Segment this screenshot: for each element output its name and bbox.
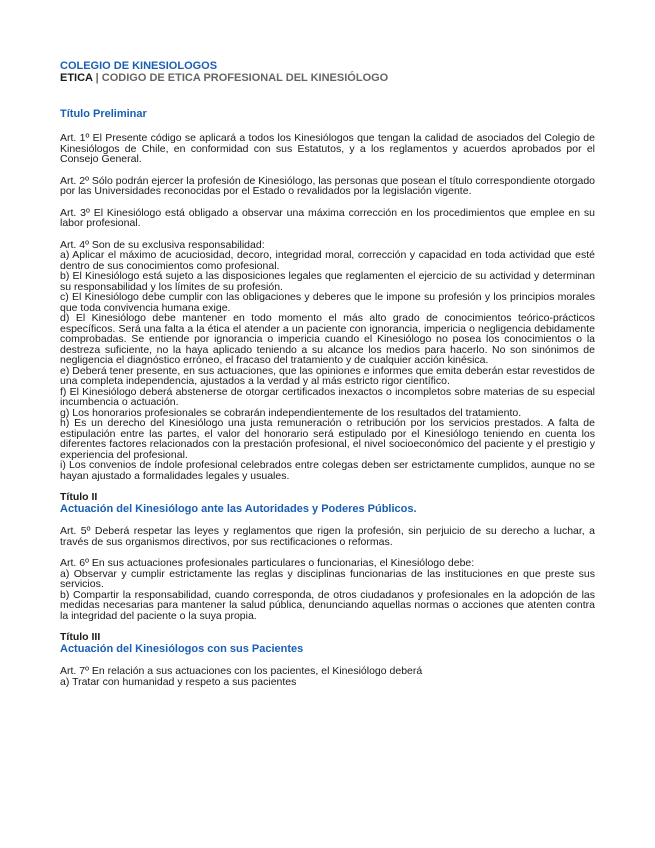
article-4-item: c) El Kinesiólogo debe cumplir con las obligaciones y deberes que le impone su profesión y los principios morales que toda convivencia humana exige. (60, 291, 595, 314)
document-page (60, 60, 595, 687)
article-7-intro: Art. 7º En relación a sus actuaciones con los pacientes, el Kinesiólogo deberá (60, 665, 423, 677)
section-title-preliminar: Título Preliminar (60, 108, 147, 120)
code-title: CODIGO DE ETICA PROFESIONAL DEL KINESIÓLOGO (101, 72, 389, 84)
article-4-item: g) Los honorarios profesionales se cobrarán independientemente de los resultados del tratamiento. (60, 406, 522, 419)
article-6-item: a) Observar y cumplir estrictamente las reglas y disciplinas funcionarias de las instituciones en que preste sus servicios. (60, 567, 595, 590)
org-title: COLEGIO DE KINESIOLOGOS (60, 60, 218, 72)
article-6-item: b) Compartir la responsabilidad, cuando corresponda, de otros ciudadanos y profesionales en la adopción de las medidas necesarias para mantener la salud pública, denunciando aquellas normas o acciones que atenten contra la integridad del paciente o la suya propia. (60, 588, 595, 622)
article-4-item: e) Deberá tener presente, en sus actuaciones, que las opiniones e informes que emita deberán estar revestidos de una completa independencia, ajustados a la verdad y al más estricto rigor científico. (60, 364, 595, 387)
section-title-3: Actuación del Kinesiólogos con sus Pacientes (60, 643, 304, 655)
article-3: Art. 3º El Kinesiólogo está obligado a observar una máxima corrección en los procedimientos que emplee en su labor profesional. (60, 206, 595, 229)
section-title-2: Actuación del Kinesiólogo ante las Autoridades y Poderes Públicos. (60, 503, 417, 515)
article-4-item: a) Aplicar el máximo de acuciosidad, decoro, integridad moral, corrección y capacidad en toda actividad que esté dentro de sus conocimientos como profesional. (60, 249, 595, 272)
section-number-3: Título III (60, 631, 101, 643)
doc-subtitle (60, 72, 595, 84)
separator: | (95, 72, 99, 84)
section-number-2: Título II (60, 491, 98, 503)
article-4-item: f) El Kinesiólogo deberá abstenerse de otorgar certificados inexactos o incompletos sobre materias de su especial incumbencia o actuación. (60, 385, 595, 408)
article-5: Art. 5º Deberá respetar las leyes y reglamentos que rigen la profesión, sin perjuicio de su derecho a luchar, a través de sus organismos directivos, por sus rectificaciones o reformas. (60, 525, 595, 548)
article-4-item: i) Los convenios de índole profesional celebrados entre colegas deben ser estrictamente cumplidos, aunque no se hayan ajustado a formalidades legales y usuales. (60, 459, 595, 482)
article-1: Art. 1º El Presente código se aplicará a todos los Kinesiólogos que tengan la calidad de asociados del Colegio de Kinesiólogos de Chile, en conformidad con sus Estatutos, y a los reglamentos y acuerdos aprobados por el Consejo General. (60, 132, 595, 165)
article-2: Art. 2º Sólo podrán ejercer la profesión de Kinesiólogo, las personas que posean el título correspondiente otorgado por las Universidades reconocidas por el Estado o revalidados por la legislación vigente. (60, 174, 596, 197)
article-7-item: a) Tratar con humanidad y respeto a sus pacientes (60, 675, 297, 688)
article-4-item: d) El Kinesiólogo debe mantener en todo momento el más alto grado de conocimientos teórico-prácticos específicos. Será una falta a la ética el atender a un paciente con ignorancia, impericia o negligencia debidamente comprobadas. Se entiende por ignorancia o impericia cuando el Kinesiólogo no posea los conocimientos o la destreza suficiente, no la haya aplicado teniendo a su alcance los medios para hacerlo. No son sinónimos de negligencia el diagnóstico erróneo, el fracaso del tratamiento y de cualquier acción kinésica. (60, 312, 595, 366)
article-4-intro: Art. 4º Son de su exclusiva responsabilidad: (60, 238, 265, 251)
article-4-item: b) El Kinesiólogo está sujeto a las disposiciones legales que reglamenten el ejercicio de su actividad y determinan su responsabilidad y los límites de su profesión. (60, 270, 595, 293)
article-4-item: h) Es un derecho del Kinesiólogo una justa remuneración o retribución por los servicios prestados. A falta de estipulación entre las partes, el valor del honorario será estipulado por el Kinesiólogo teniendo en cuenta los diferentes factores relacionados con la prestación profesional, el nivel socioeconómico del paciente y el prestigio y experiencia del profesional. (60, 417, 595, 461)
article-6-intro: Art. 6º En sus actuaciones profesionales particulares o funcionarias, el Kinesiólogo debe: (60, 557, 475, 569)
section-label: ETICA (60, 72, 93, 84)
